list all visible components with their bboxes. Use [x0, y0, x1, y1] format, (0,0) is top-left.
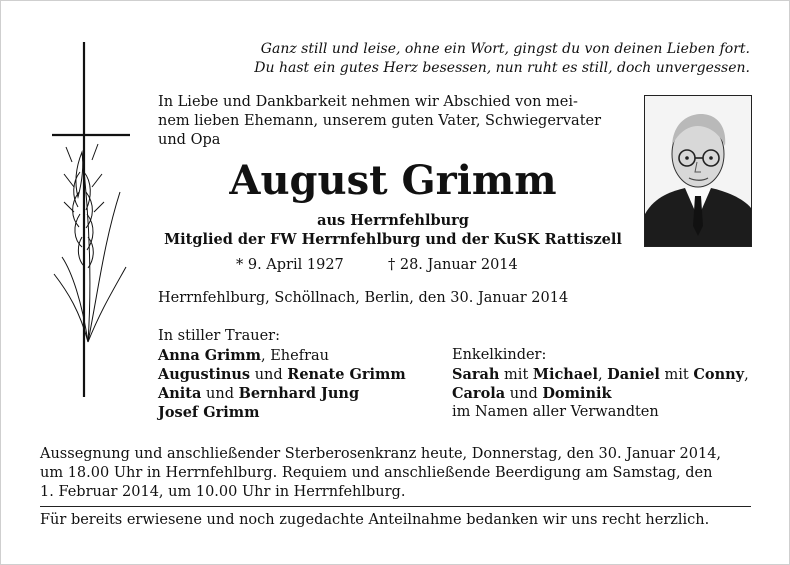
grandchildren-list [452, 346, 749, 422]
mourner-row [158, 403, 406, 422]
grandchild-text: , [597, 367, 608, 383]
notice-line-1: Aussegnung und anschließender Sterberosenkranz heute, Donnerstag, den 30. Januar 2014, [40, 446, 722, 462]
thanks-text: Für bereits erwiesene und noch zugedachte Anteilnahme bedanken wir uns recht herzlich. [40, 512, 710, 528]
deceased-name: August Grimm [229, 157, 557, 204]
notice-line-3: 1. Februar 2014, um 10.00 Uhr in Herrnfehlburg. [40, 484, 406, 500]
deceased-membership: Mitglied der FW Herrnfehlburg und der KuSK Rattiszell [164, 231, 622, 248]
grandchildren-heading: Enkelkinder: [452, 347, 547, 363]
mourner-name: Anita [158, 385, 202, 402]
service-notice [40, 445, 760, 502]
mourner-row [158, 365, 406, 384]
grandchild-text: mit [499, 367, 533, 383]
grandchild-name: Sarah [452, 366, 500, 383]
grandchild-text: , [744, 367, 749, 383]
mourner-name: Bernhard Jung [238, 385, 360, 402]
mourner-name: Augustinus [158, 366, 251, 383]
relatives-row [452, 403, 749, 422]
deceased-origin: aus Herrnfehlburg [317, 212, 469, 229]
portrait-image [645, 96, 751, 246]
mourner-text: und [250, 367, 288, 383]
intro-line-1: In Liebe und Dankbarkeit nehmen wir Abschied von mei- [158, 94, 578, 110]
mourner-row [158, 384, 406, 403]
grandchild-text: mit [659, 367, 694, 383]
grandchild-name: Conny [693, 366, 745, 383]
grandchild-row [452, 365, 749, 384]
intro-line-2: nem lieben Ehemann, unserem guten Vater, Schwiegervater [158, 113, 602, 129]
relatives-text: im Namen aller Verwandten [452, 404, 659, 420]
place-and-date: Herrnfehlburg, Schöllnach, Berlin, den 30. Januar 2014 [158, 290, 569, 306]
divider [40, 506, 751, 507]
mourner-row [158, 346, 406, 365]
intro-line-3: und Opa [158, 132, 221, 148]
mourner-text: , Ehefrau [261, 348, 330, 364]
motto-line-1: Ganz still und leise, ohne ein Wort, gingst du von deinen Lieben fort. [260, 41, 750, 57]
cross-with-wheat-icon [52, 42, 132, 402]
grandchild-row [452, 384, 749, 403]
mourner-text: und [201, 386, 239, 402]
grandchild-name: Michael [532, 366, 598, 383]
mourner-name: Renate Grimm [287, 366, 406, 383]
intro-text [158, 93, 601, 150]
mourners-heading: In stiller Trauer: [158, 328, 280, 344]
grandchild-name: Daniel [607, 366, 660, 383]
motto-line-2: Du hast ein gutes Herz besessen, nun ruht es still, doch unvergessen. [254, 60, 750, 76]
notice-line-2: um 18.00 Uhr in Herrnfehlburg. Requiem und anschließende Beerdigung am Samstag, den [40, 465, 713, 481]
portrait-photo [644, 95, 752, 247]
mourner-name: Anna Grimm [158, 347, 261, 364]
grandchild-name: Carola [452, 385, 506, 402]
death-date: † 28. Januar 2014 [388, 257, 518, 273]
grandchild-text: und [505, 386, 543, 402]
grandchild-name: Dominik [542, 385, 612, 402]
mourner-name: Josef Grimm [158, 404, 260, 421]
birth-date: * 9. April 1927 [236, 257, 344, 273]
mourners-list [158, 327, 406, 422]
